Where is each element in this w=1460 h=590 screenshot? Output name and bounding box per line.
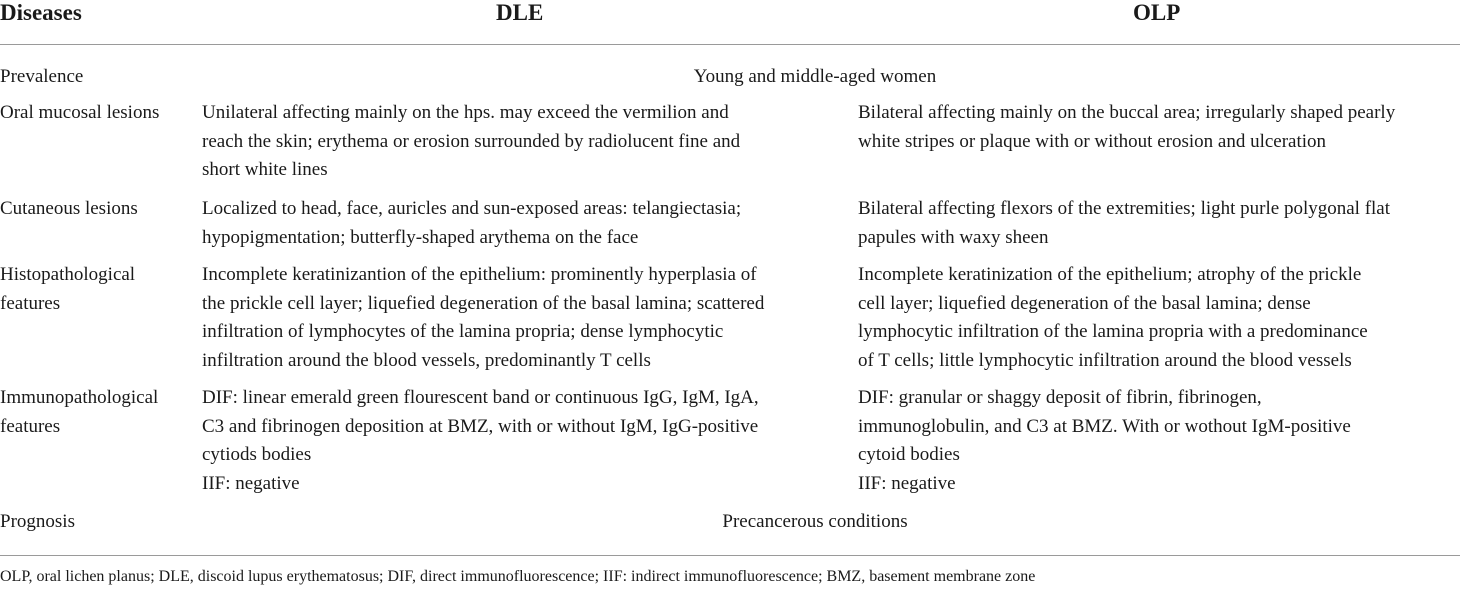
row-label-oral: Oral mucosal lesions (0, 102, 160, 123)
oral-olp-cell: Bilateral affecting mainly on the buccal area; irregularly shaped pearly white stripes or plaque with or without erosion and ulceration (858, 102, 1396, 152)
cutaneous-olp-cell: Bilateral affecting flexors of the extremities; light purle polygonal flat papules with waxy sheen (858, 198, 1391, 248)
immuno-dle-cell: DIF: linear emerald green flourescent band or continuous IgG, IgM, IgA, C3 and fibrinogen deposition at BMZ, with or without IgM, IgG-positive cytiods bodies IIF: negative (202, 387, 759, 494)
table-bottom-rule (0, 555, 1460, 556)
header-olp: OLP (1133, 0, 1181, 25)
immuno-olp-cell: DIF: granular or shaggy deposit of fibrin, fibrinogen, immunoglobulin, and C3 at BMZ. With or wothout IgM-positive cytoid bodies IIF: negative (858, 387, 1351, 494)
table-footnote: OLP, oral lichen planus; DLE, discoid lupus erythematosus; DIF, direct immunofluorescence; IIF: indirect immunofluorescence; BMZ, basement membrane zone (0, 568, 1036, 585)
prognosis-shared-value: Precancerous conditions (722, 511, 908, 532)
row-label-cutaneous: Cutaneous lesions (0, 198, 138, 219)
histo-olp-cell: Incomplete keratinization of the epithelium; atrophy of the prickle cell layer; liquefied degeneration of the basal lamina; dense lymphocytic infiltration of the lamina propria with a predominance of T cells; little lymphocytic infiltration around the blood vessels (858, 264, 1368, 371)
histo-dle-cell: Incomplete keratinizantion of the epithelium: prominently hyperplasia of the prickle cell layer; liquefied degeneration of the basal lamina; scattered infiltration of lymphocytes of the lamina propria; dense lymphocytic infiltration around the blood vessels, predominantly T cells (202, 264, 765, 371)
prevalence-shared-value: Young and middle-aged women (693, 66, 937, 87)
row-label-prevalence: Prevalence (0, 66, 84, 87)
cutaneous-dle-cell: Localized to head, face, auricles and sun-exposed areas: telangiectasia; hypopigmentation; butterfly-shaped arythema on the face (202, 198, 742, 248)
table-header (0, 0, 1460, 45)
row-label-histopathological: Histopathological features (0, 264, 136, 314)
header-dle: DLE (496, 0, 544, 25)
row-label-prognosis: Prognosis (0, 511, 75, 532)
row-label-immunopathological: Immunopathological features (0, 387, 159, 437)
oral-dle-cell: Unilateral affecting mainly on the hps. may exceed the vermilion and reach the skin; erythema or erosion surrounded by radiolucent fine and short white lines (202, 102, 741, 180)
header-diseases: Diseases (0, 0, 82, 25)
